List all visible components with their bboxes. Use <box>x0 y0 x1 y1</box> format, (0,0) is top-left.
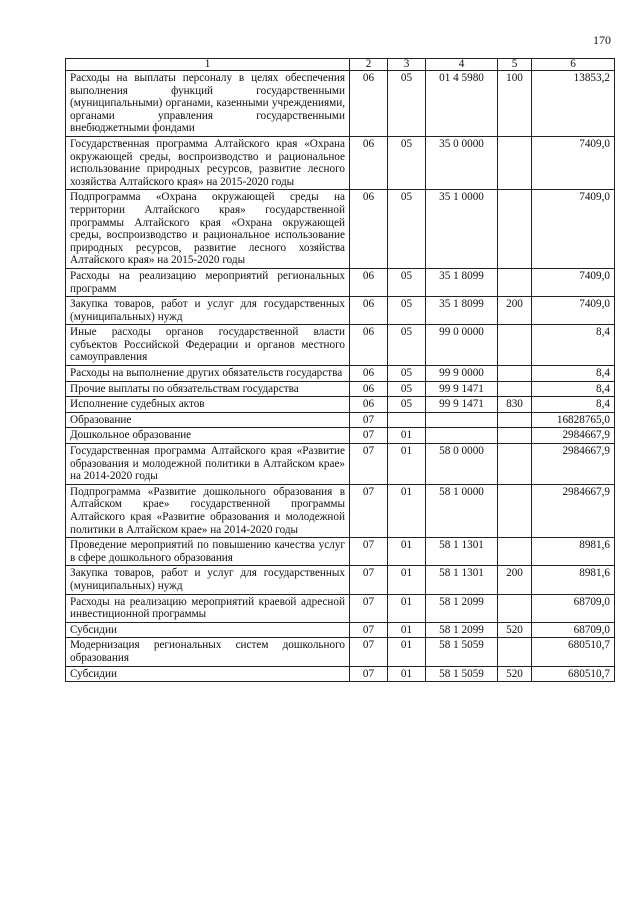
item-name: Иные расходы органов государственной власти субъектов Российской Федерации и органов местного самоуправления <box>66 325 350 366</box>
expense-type-code <box>498 412 532 428</box>
expense-type-code <box>498 190 532 269</box>
amount: 2984667,9 <box>532 428 615 444</box>
expense-type-code <box>498 366 532 382</box>
section-code: 07 <box>350 538 388 566</box>
section-code: 07 <box>350 594 388 622</box>
section-code: 06 <box>350 397 388 413</box>
item-name: Проведение мероприятий по повышению качества услуг в сфере дошкольного образования <box>66 538 350 566</box>
expense-type-code <box>498 538 532 566</box>
amount: 13853,2 <box>532 71 615 137</box>
subsection-code: 05 <box>388 325 426 366</box>
target-article-code: 99 9 1471 <box>426 381 498 397</box>
target-article-code: 58 1 1301 <box>426 566 498 594</box>
target-article-code: 99 9 0000 <box>426 366 498 382</box>
amount: 2984667,9 <box>532 484 615 537</box>
amount: 7409,0 <box>532 268 615 296</box>
target-article-code: 99 9 1471 <box>426 397 498 413</box>
subsection-code: 01 <box>388 538 426 566</box>
subsection-code: 05 <box>388 381 426 397</box>
item-name: Расходы на выполнение других обязательств государства <box>66 366 350 382</box>
table-row <box>66 666 615 682</box>
item-name: Государственная программа Алтайского края «Охрана окружающей среды, воспроизводство и рациональное использование природных ресурсов, развитие лесного хозяйства Алтайского края» на 2015-2020 годы <box>66 136 350 189</box>
item-name: Расходы на выплаты персоналу в целях обеспечения выполнения функций государственными (муниципальными) органами, казенными учреждениями, органами управления государственными внебюджетными фондами <box>66 71 350 137</box>
table-row <box>66 268 615 296</box>
column-header: 6 <box>532 59 615 71</box>
table-row <box>66 538 615 566</box>
column-header: 5 <box>498 59 532 71</box>
target-article-code: 58 1 0000 <box>426 484 498 537</box>
amount: 8981,6 <box>532 566 615 594</box>
item-name: Субсидии <box>66 666 350 682</box>
expense-type-code: 830 <box>498 397 532 413</box>
table-row <box>66 428 615 444</box>
subsection-code: 05 <box>388 366 426 382</box>
subsection-code: 05 <box>388 397 426 413</box>
table-row <box>66 444 615 485</box>
amount: 680510,7 <box>532 638 615 666</box>
expense-type-code <box>498 268 532 296</box>
expense-type-code: 100 <box>498 71 532 137</box>
item-name: Модернизация региональных систем дошкольного образования <box>66 638 350 666</box>
item-name: Образование <box>66 412 350 428</box>
section-code: 07 <box>350 412 388 428</box>
table-row <box>66 412 615 428</box>
column-header: 4 <box>426 59 498 71</box>
amount: 8,4 <box>532 325 615 366</box>
subsection-code <box>388 412 426 428</box>
target-article-code <box>426 412 498 428</box>
table-header-row <box>66 59 615 71</box>
section-code: 06 <box>350 268 388 296</box>
section-code: 07 <box>350 428 388 444</box>
page-number: 170 <box>593 33 611 47</box>
target-article-code: 35 1 8099 <box>426 297 498 325</box>
target-article-code: 58 1 2099 <box>426 594 498 622</box>
expense-type-code <box>498 381 532 397</box>
subsection-code: 01 <box>388 428 426 444</box>
section-code: 06 <box>350 325 388 366</box>
table-row <box>66 484 615 537</box>
subsection-code: 05 <box>388 297 426 325</box>
table-row <box>66 594 615 622</box>
target-article-code <box>426 428 498 444</box>
table-row <box>66 638 615 666</box>
table-row <box>66 297 615 325</box>
item-name: Закупка товаров, работ и услуг для государственных (муниципальных) нужд <box>66 566 350 594</box>
item-name: Исполнение судебных актов <box>66 397 350 413</box>
target-article-code: 58 1 2099 <box>426 622 498 638</box>
expense-type-code <box>498 428 532 444</box>
section-code: 06 <box>350 136 388 189</box>
column-header: 3 <box>388 59 426 71</box>
section-code: 06 <box>350 71 388 137</box>
table-row <box>66 397 615 413</box>
target-article-code: 58 1 1301 <box>426 538 498 566</box>
expense-type-code <box>498 638 532 666</box>
column-header: 1 <box>66 59 350 71</box>
item-name: Расходы на реализацию мероприятий региональных программ <box>66 268 350 296</box>
amount: 7409,0 <box>532 136 615 189</box>
expense-type-code: 200 <box>498 566 532 594</box>
subsection-code: 05 <box>388 268 426 296</box>
section-code: 06 <box>350 190 388 269</box>
target-article-code: 99 0 0000 <box>426 325 498 366</box>
amount: 16828765,0 <box>532 412 615 428</box>
expense-type-code <box>498 136 532 189</box>
subsection-code: 01 <box>388 444 426 485</box>
target-article-code: 58 1 5059 <box>426 666 498 682</box>
subsection-code: 05 <box>388 71 426 137</box>
amount: 680510,7 <box>532 666 615 682</box>
item-name: Закупка товаров, работ и услуг для государственных (муниципальных) нужд <box>66 297 350 325</box>
subsection-code: 01 <box>388 638 426 666</box>
amount: 8,4 <box>532 366 615 382</box>
section-code: 07 <box>350 666 388 682</box>
table-row <box>66 71 615 137</box>
table-row <box>66 136 615 189</box>
item-name: Подпрограмма «Охрана окружающей среды на территории Алтайского края» государственной программы Алтайского края «Охрана окружающей среды, воспроизводство и рациональное использование природных ресурсов, развитие лесного хозяйства Алтайского края» на 2015-2020 годы <box>66 190 350 269</box>
expense-type-code: 520 <box>498 622 532 638</box>
target-article-code: 35 1 0000 <box>426 190 498 269</box>
target-article-code: 01 4 5980 <box>426 71 498 137</box>
subsection-code: 01 <box>388 622 426 638</box>
target-article-code: 58 0 0000 <box>426 444 498 485</box>
section-code: 06 <box>350 381 388 397</box>
table-row <box>66 325 615 366</box>
item-name: Дошкольное образование <box>66 428 350 444</box>
subsection-code: 01 <box>388 666 426 682</box>
expense-type-code <box>498 325 532 366</box>
target-article-code: 58 1 5059 <box>426 638 498 666</box>
subsection-code: 05 <box>388 136 426 189</box>
amount: 8,4 <box>532 381 615 397</box>
item-name: Государственная программа Алтайского края «Развитие образования и молодежной политики в Алтайском крае» на 2014-2020 годы <box>66 444 350 485</box>
amount: 68709,0 <box>532 622 615 638</box>
section-code: 07 <box>350 444 388 485</box>
table-row <box>66 366 615 382</box>
subsection-code: 01 <box>388 594 426 622</box>
amount: 8,4 <box>532 397 615 413</box>
target-article-code: 35 0 0000 <box>426 136 498 189</box>
item-name: Прочие выплаты по обязательствам государства <box>66 381 350 397</box>
amount: 2984667,9 <box>532 444 615 485</box>
target-article-code: 35 1 8099 <box>426 268 498 296</box>
item-name: Подпрограмма «Развитие дошкольного образования в Алтайском крае» государственной программы Алтайского края «Развитие образования и молодежной политики в Алтайском крае» на 2014-2020 годы <box>66 484 350 537</box>
subsection-code: 05 <box>388 190 426 269</box>
amount: 7409,0 <box>532 297 615 325</box>
expense-type-code <box>498 594 532 622</box>
table-row <box>66 566 615 594</box>
item-name: Расходы на реализацию мероприятий краевой адресной инвестиционной программы <box>66 594 350 622</box>
amount: 68709,0 <box>532 594 615 622</box>
expense-type-code: 200 <box>498 297 532 325</box>
amount: 8981,6 <box>532 538 615 566</box>
budget-table <box>65 58 615 682</box>
subsection-code: 01 <box>388 566 426 594</box>
table-row <box>66 190 615 269</box>
expense-type-code <box>498 484 532 537</box>
section-code: 06 <box>350 366 388 382</box>
table-row <box>66 381 615 397</box>
section-code: 07 <box>350 566 388 594</box>
section-code: 07 <box>350 638 388 666</box>
expense-type-code: 520 <box>498 666 532 682</box>
section-code: 07 <box>350 484 388 537</box>
column-header: 2 <box>350 59 388 71</box>
table-row <box>66 622 615 638</box>
expense-type-code <box>498 444 532 485</box>
subsection-code: 01 <box>388 484 426 537</box>
section-code: 06 <box>350 297 388 325</box>
amount: 7409,0 <box>532 190 615 269</box>
section-code: 07 <box>350 622 388 638</box>
item-name: Субсидии <box>66 622 350 638</box>
